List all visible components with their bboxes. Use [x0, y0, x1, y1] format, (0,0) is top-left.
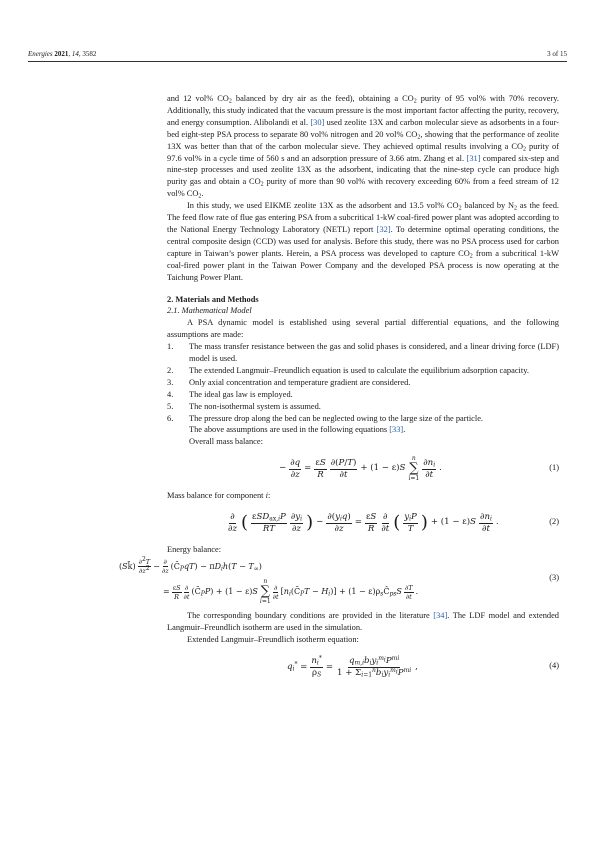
list-item: 5. The non-isothermal system is assumed. [167, 401, 321, 411]
equation-number: (4) [549, 660, 559, 670]
equation-number: (1) [549, 463, 559, 473]
mass-component-label: Mass balance for component i: [167, 491, 271, 501]
list-item: 6. The pressure drop along the bed can be neglected owing to the large size of the particle. [167, 413, 484, 423]
citation-link[interactable]: [30] [310, 117, 325, 127]
article-body [119, 93, 560, 690]
assumption-list [167, 341, 559, 424]
equation-2: $\frac{\partial}{\partial z}$ ( $\frac{\varepsilon SD_{ax,i}P}{RT}$ $\frac{\partial y_i}{\partial z}$ ) − $\frac{\partial(y_iq)}{\partial z}$ = $\frac{\varepsilon S}{R}$ $\frac{\partial}{\partial t}$ ( $\frac{y_iP}{T}$ ) + (1 − ε)S $\frac{\partial n_i}{\partial t}$ . (2) [228, 511, 559, 534]
model-intro: A PSA dynamic model is established using several partial differential equations, and the following assumptions are made: [167, 318, 559, 340]
overall-mass-label: Overall mass balance: [189, 437, 263, 447]
intro-paragraph-1: and 12 vol% $CO_2$ balanced by dry air as the feed), obtaining a $CO_2$ purity of 95 vol% with 70% recovery. Additionally, this study indicated that the vacuum pressure is the most important factor affecting the purity, recovery, and energy consumption. Alibolandi et al. [30] used zeolite 13X and carbon molecular sieve as adsorbents in a four-bed eight-step PSA process to separate 80 vol% nitrogen and 20 vol% $CO_2$, showing that the performance of zeolite 13X was better than that of the carbon molecular sieve. They achieved optimal results involving a $CO_2$ purity of 97.6 vol% in a cycle time of 560 s and an adsorption pressure of 3.66 atm. Zhang et al. [31] compared six-step and nine-step processes and used zeolite 13X as the adsorbent, indicating that the nine-step cycle can produce high purity gas and obtain a $CO_2$ purity of more than 90 vol% with recovery exceeding 60% from a feed stream of 12 vol% $CO_2$. [167, 94, 560, 200]
list-item: 3. Only axial concentration and temperature gradient are considered. [167, 377, 411, 387]
header-rule [28, 61, 567, 62]
section-heading: 2. Materials and Methods [167, 294, 259, 304]
assumptions-note: The above assumptions are used in the following equations [33]. [189, 425, 406, 435]
page-number: 3 of 15 [547, 50, 567, 58]
citation-link[interactable]: [34] [433, 611, 448, 621]
journal-citation: Energies 2021, 14, 3582 [28, 50, 97, 58]
citation-link[interactable]: [32] [376, 224, 391, 234]
boundary-conditions-paragraph: The corresponding boundary conditions are provided in the literature [34]. The LDF model and extended Langmuir–Freundlich isotherm are used in the simulation. [167, 611, 559, 632]
list-item: 2. The extended Langmuir–Freundlich equation is used to calculate the equilibrium adsorption capacity. [167, 365, 529, 375]
equation-1: − $\frac{\partial q}{\partial z}$ = $\frac{\varepsilon S}{R}$ $\frac{\partial(P/T)}{\partial t}$ + (1 − ε)S n ∑ i=1 $\frac{\partial n_i}{\partial t}$ . (1) [279, 455, 559, 483]
isotherm-label: Extended Langmuir–Freundlich isotherm equation: [187, 634, 359, 644]
equation-4: $q_i^*$ = $\frac{n_i^*}{\rho_S}$ = $\frac{q_{m,i}b_iy_i^{m_i}P^{mi}}{1 + \Sigma_{i=1}^nb_iy_i^{m_i}P^{mi}}$ , (4) [287, 655, 559, 679]
subsection-heading: 2.1. Mathematical Model [167, 306, 252, 316]
list-item: 4. The ideal gas law is employed. [167, 389, 293, 399]
intro-paragraph-2: In this study, we used EIKME zeolite 13X as the adsorbent and 13.5 vol% $CO_2$ balanced by $N_2$ as the feed. The feed flow rate of flue gas entering PSA from a subcritical 1-kW coal-fired power plant was adopted according to the National Energy Technology Laboratory (NETL) report [32]. To determine optimal operating conditions, the central composite design (CCD) was used for analysis. Before this study, there was no PSA process used for carbon capture in Taiwan’s power plants. Herein, a PSA process was developed to capture $CO_2$ from a subcritical 1-kW coal-fired power plant in the Taiwan Power Company and the developed PSA process is now operating at the Taichung Power Plant. [167, 201, 559, 282]
page-header [28, 50, 567, 64]
list-item: 1. The mass transfer resistance between the gas and solid phases is considered, and a linear driving force (LDF) model is used. [167, 342, 559, 364]
citation-link[interactable]: [31] [466, 153, 481, 163]
equation-number: (2) [549, 517, 559, 527]
energy-balance-label: Energy balance: [167, 545, 222, 555]
citation-link[interactable]: [33] [389, 425, 404, 435]
equation-number: (3) [549, 573, 559, 583]
equation-3: (Sk̄) $\frac{\partial^2T}{\partial z^2}$ − $\frac{\partial}{\partial z}$ $(C̄_PqT) - \pi D_ih(T - T_\infty)$ = $\frac{\varepsilon S}{R}$ $\frac{\partial}{\partial t}$ $(C̄_PP) + (1 - \varepsilon)S$ n ∑ i=1 $\frac{\partial}{\partial t}$ $[n_i(C̄_PT - H_i)] + (1$ − $\varepsilon)\rho_sĈ_{ps}S$ $\frac{\partial T}{\partial t}$ . (3) [119, 556, 559, 606]
